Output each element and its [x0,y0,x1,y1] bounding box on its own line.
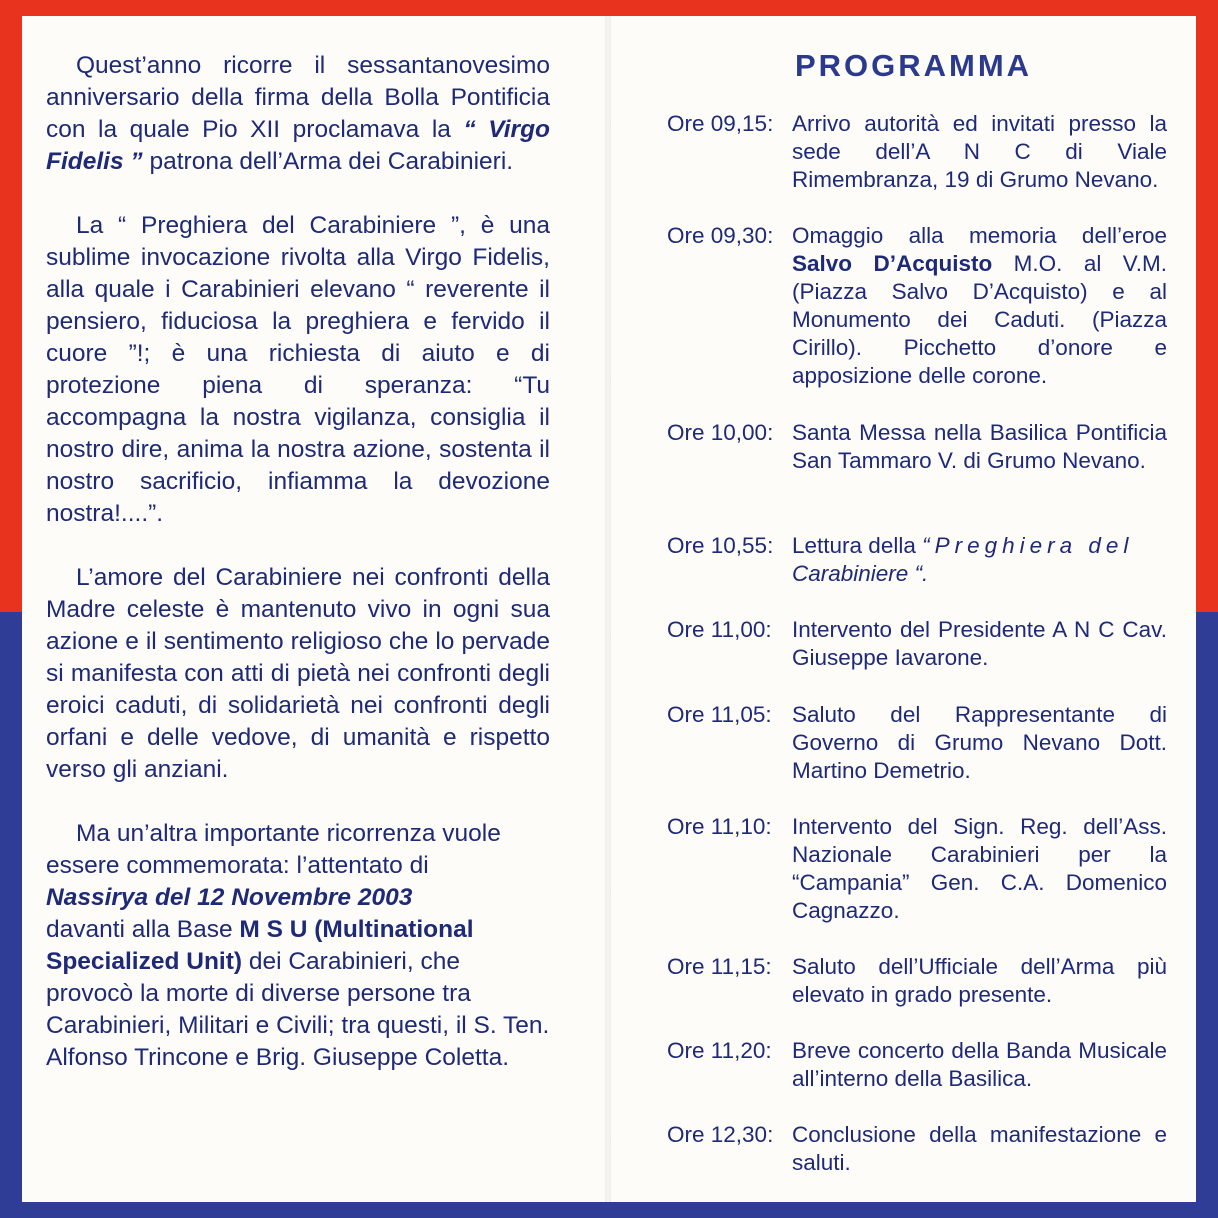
item-time: Ore 11,05: [667,702,772,727]
paragraph-prayer: La “ Preghiera del Carabiniere ”, è una sublime invocazione rivolta alla Virgo Fidelis, alla quale i Carabinieri elevano “ reverente il pensiero, fiduciosa la preghiera e fervido il cuore ”!; è una richiesta di aiuto e di protezione piena di speranza: “Tu accompagna la nostra vigilanza, consiglia il nostro dire, anima la nostra azione, sostenta il nostro sacrificio, infiamma la devozione nostra!....”. [46,212,550,527]
item-time: Ore 11,20: [667,1038,772,1063]
item-description: Conclusione della manifestazione e saluti. [792,1122,1167,1175]
item-description [792,532,1167,588]
item-time: Ore 10,55: [667,533,774,558]
nassirya-date-emphasis: Nassirya del 12 Novembre 2003 [46,884,413,911]
paragraph-nassirya-base: davanti alla Base [46,916,240,943]
paragraph-anniversary [46,50,550,178]
item-time: Ore 10,00: [667,420,774,445]
item-time: Ore 12,30: [667,1122,774,1147]
item-description [792,222,1167,390]
item-time: Ore 11,15: [667,954,772,979]
virgo-fidelis-emphasis: “ Virgo Fidelis ” [46,116,550,175]
paragraph-anniversary-end: patrona dell’Arma dei Carabinieri. [142,148,514,175]
paragraph-nassirya-end: dei Carabinieri, che provocò la morte di diverse persone tra Carabinieri, Militari e Civili; tra questi, il S. Ten. Alfonso Trincone e Brig. Giuseppe Coletta. [46,948,550,1071]
item-time: Ore 11,00: [667,617,772,642]
left-column-text [46,50,550,1074]
item-time: Ore 09,30: [667,223,774,248]
item-description: Arrivo autorità ed invitati presso la sede dell’A N C di Viale Rimembranza, 19 di Grumo Nevano. [792,111,1167,192]
programma-title: PROGRAMMA [794,48,1033,83]
item-description: Saluto dell’Ufficiale dell’Arma più elevato in grado presente. [792,954,1167,1007]
item-time: Ore 09,15: [667,111,774,136]
paragraph-nassirya [46,818,550,1074]
prayer-title-italic-end: Carabiniere “. [792,561,929,586]
item-description-text: Lettura della [792,533,923,558]
item-description: Santa Messa nella Basilica Pontificia San Tammaro V. di Grumo Nevano. [792,420,1167,473]
item-description-text-end: M.O. al V.M. (Piazza Salvo D’Acquisto) e al Monumento dei Caduti. (Piazza Cirillo). Picchetto d’onore e apposizione delle corone. [792,251,1167,388]
item-description: Breve concerto della Banda Musicale all’interno della Basilica. [792,1038,1167,1091]
paragraph-nassirya-intro: Ma un’altra importante ricorrenza vuole essere commemorata: l’attentato di [46,820,501,879]
msu-bold: M S U (Multinational Specialized Unit) [46,916,474,975]
item-description-text: Omaggio alla memoria dell’eroe [792,223,1167,248]
prayer-title-italic: “Preghiera del [922,533,1134,558]
item-time: Ore 11,10: [667,814,772,839]
item-description: Intervento del Presidente A N C Cav. Giuseppe Iavarone. [792,617,1167,670]
item-description: Saluto del Rappresentante di Governo di Grumo Nevano Dott. Martino Demetrio. [792,702,1167,783]
page-fold [605,16,611,1202]
paragraph-anniversary-text: Quest’anno ricorre il sessantanovesimo anniversario della firma della Bolla Pontificia con la quale Pio XII proclamava la [46,52,550,143]
salvo-dacquisto-bold: Salvo D’Acquisto [792,251,993,276]
item-description: Intervento del Sign. Reg. dell’Ass. Nazionale Carabinieri per la “Campania” Gen. C.A. Domenico Cagnazzo. [792,814,1167,923]
paragraph-love: L’amore del Carabiniere nei confronti della Madre celeste è mantenuto vivo in ogni sua azione e il sentimento religioso che lo pervade si manifesta con atti di pietà nei confronti degli eroici caduti, di solidarietà nei confronti degli orfani e delle vedove, di umanità e rispetto verso gli anziani. [46,564,550,783]
